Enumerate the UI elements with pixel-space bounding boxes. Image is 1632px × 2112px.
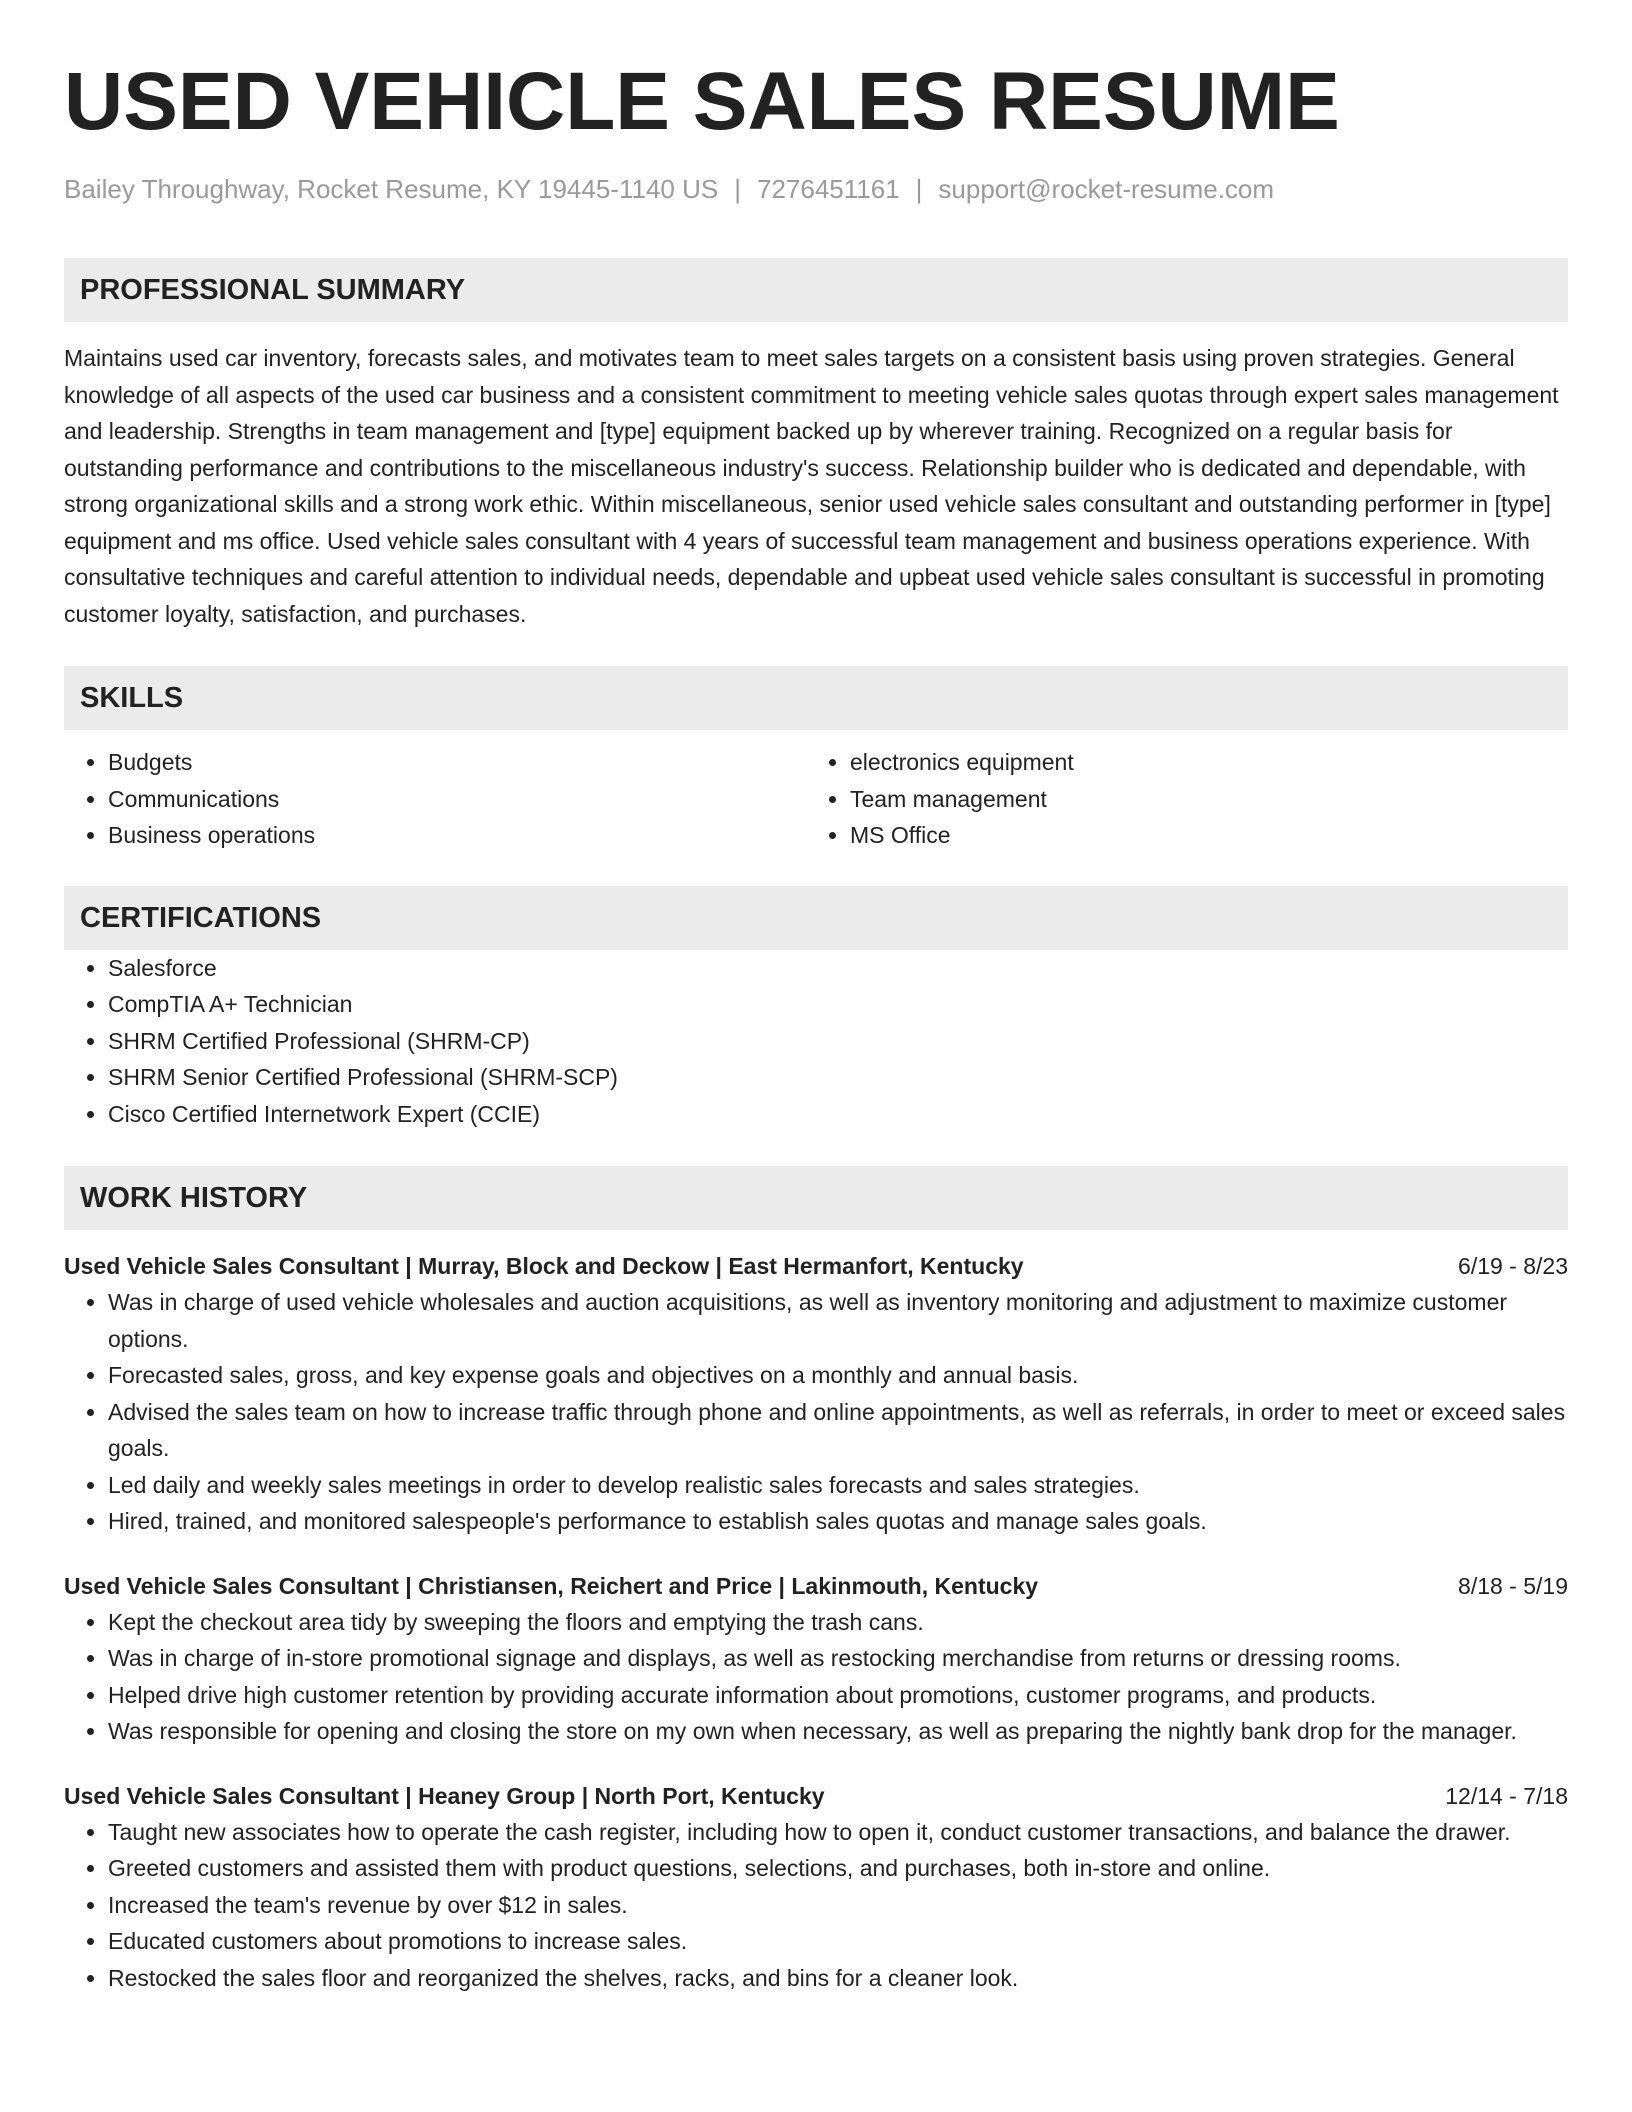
skill-item: • Communications [108,781,806,818]
job-bullet: • Taught new associates how to operate the cash register, including how to open it, conduct customer transactions, and balance the drawer. [108,1814,1568,1851]
contact-separator: | [734,174,741,204]
job-bullet: • Helped drive high customer retention by providing accurate information about promotions, customer programs, and products. [108,1677,1568,1714]
skill-item: • electronics equipment [850,744,1548,781]
certification-item: • Salesforce [108,950,1568,987]
job-bullet: • Was in charge of used vehicle wholesales and auction acquisitions, as well as inventory monitoring and adjustment to maximize customer options. [108,1284,1568,1357]
job-bullet: • Hired, trained, and monitored salespeople's performance to establish sales quotas and manage sales goals. [108,1503,1568,1540]
summary-text: Maintains used car inventory, forecasts sales, and motivates team to meet sales targets on a consistent basis using proven strategies. General knowledge of all aspects of the used car business and a consistent commitment to meeting vehicle sales quotas through expert sales management and leadership. Strengths in team management and [type] equipment backed up by wherever training. Recognized on a regular basis for outstanding performance and contributions to the miscellaneous industry's success. Relationship builder who is dedicated and dependable, with strong organizational skills and a strong work ethic. Within miscellaneous, senior used vehicle sales consultant and outstanding performer in [type] equipment and ms office. Used vehicle sales consultant with 4 years of successful team management and business operations experience. With consultative techniques and careful attention to individual needs, dependable and upbeat used vehicle sales consultant is successful in promoting customer loyalty, satisfaction, and purchases. [64,345,1559,627]
job-bullets [64,1284,1568,1540]
job-dates: 8/18 - 5/19 [1458,1572,1568,1599]
certification-item: • Cisco Certified Internetwork Expert (CCIE) [108,1096,1568,1133]
resume-page [64,56,1568,1996]
skill-item: • MS Office [850,817,1548,854]
job-bullet: • Greeted customers and assisted them with product questions, selections, and purchases, both in-store and online. [108,1850,1568,1887]
job-bullets [64,1604,1568,1750]
summary-heading: PROFESSIONAL SUMMARY [64,258,1568,322]
contact-email: support@rocket-resume.com [938,174,1275,204]
contact-line [64,172,1568,206]
certification-item: • SHRM Certified Professional (SHRM-CP) [108,1023,1568,1060]
resume-title: USED VEHICLE SALES RESUME [64,56,1340,147]
job-dates: 12/14 - 7/18 [1445,1782,1568,1809]
skills-list-right [806,744,1548,854]
job-title: Used Vehicle Sales Consultant | Murray, Block and Deckow | East Hermanfort, Kentucky [64,1253,1024,1279]
certification-item: • SHRM Senior Certified Professional (SHRM-SCP) [108,1059,1568,1096]
job-bullet: • Led daily and weekly sales meetings in order to develop realistic sales forecasts and sales strategies. [108,1467,1568,1504]
skill-item: • Business operations [108,817,806,854]
job-bullets [64,1814,1568,1997]
job-bullet: • Advised the sales team on how to increase traffic through phone and online appointments, as well as referrals, in order to meet or exceed sales goals. [108,1394,1568,1467]
job-bullet: • Was responsible for opening and closing the store on my own when necessary, as well as preparing the nightly bank drop for the manager. [108,1713,1568,1750]
job-dates: 6/19 - 8/23 [1458,1253,1568,1279]
work-history-heading: WORK HISTORY [64,1166,1568,1230]
certification-item: • CompTIA A+ Technician [108,986,1568,1023]
contact-address: Bailey Throughway, Rocket Resume, KY 19445-1140 US [64,174,719,204]
contact-phone: 7276451161 [756,174,900,204]
skills-list-left [64,744,806,854]
job-bullet: • Kept the checkout area tidy by sweeping the floors and emptying the trash cans. [108,1604,1568,1641]
skills-columns [64,744,1568,854]
job-bullet: • Increased the team's revenue by over $12 in sales. [108,1887,1568,1924]
skill-item: • Team management [850,781,1548,818]
certifications-heading: CERTIFICATIONS [64,886,1568,950]
job-header [64,1568,1568,1604]
certifications-list [64,950,1568,1133]
job-header [64,1248,1568,1284]
job-bullet: • Restocked the sales floor and reorganized the shelves, racks, and bins for a cleaner look. [108,1960,1568,1997]
job-bullet: • Forecasted sales, gross, and key expense goals and objectives on a monthly and annual basis. [108,1357,1568,1394]
skill-item: • Budgets [108,744,806,781]
contact-separator: | [915,174,923,204]
job-title: Used Vehicle Sales Consultant | Christiansen, Reichert and Price | Lakinmouth, Kentucky [64,1572,1039,1599]
job-title: Used Vehicle Sales Consultant | Heaney Group | North Port, Kentucky [64,1782,825,1809]
job-bullet: • Educated customers about promotions to increase sales. [108,1923,1568,1960]
job-bullet: • Was in charge of in-store promotional signage and displays, as well as restocking merchandise from returns or dressing rooms. [108,1640,1568,1677]
job-header [64,1778,1568,1814]
skills-heading: SKILLS [64,666,1568,730]
